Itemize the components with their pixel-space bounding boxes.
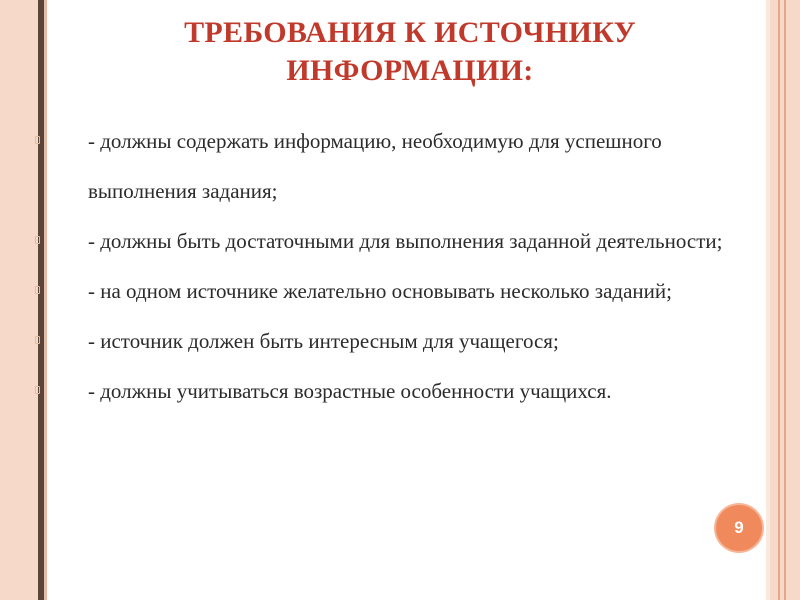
- bullet-item-4: [0, 316, 770, 366]
- bullet-text: - должны содержать информацию, необходимую для успешного выполнения задания;: [88, 129, 662, 203]
- bullet-item-3: [0, 266, 770, 316]
- bullet-marker-icon: [35, 286, 40, 294]
- bullet-item-5: [0, 366, 770, 416]
- slide-title: ТРЕБОВАНИЯ К ИСТОЧНИКУ ИНФОРМАЦИИ:: [184, 16, 636, 87]
- bullet-marker-icon: [35, 336, 40, 344]
- bullet-marker-icon: [35, 236, 40, 244]
- right-frame-line-1: [778, 0, 780, 600]
- right-frame-line-2: [784, 0, 786, 600]
- bullet-item-1: [0, 116, 770, 216]
- bullet-text: - источник должен быть интересным для учащегося;: [88, 329, 559, 353]
- bullet-marker-icon: [35, 136, 40, 144]
- bullet-text: - на одном источнике желательно основывать несколько заданий;: [88, 279, 672, 303]
- page-number-badge: 9: [716, 505, 762, 551]
- bullet-item-2: [0, 216, 770, 266]
- bullet-marker-icon: [35, 386, 40, 394]
- bullet-text: - должны быть достаточными для выполнения заданной деятельности;: [88, 229, 723, 253]
- bullet-text: - должны учитываться возрастные особенности учащихся.: [88, 379, 612, 403]
- bullet-list: [0, 116, 770, 416]
